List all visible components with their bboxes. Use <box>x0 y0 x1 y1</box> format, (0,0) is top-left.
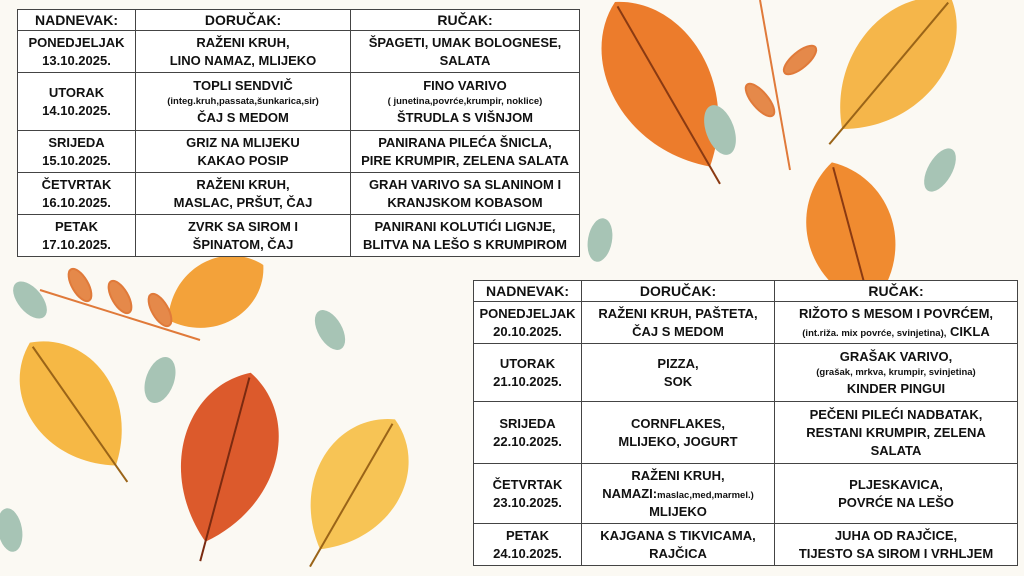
leaf-red-icon <box>155 361 296 574</box>
lunch-cell: PANIRANI KOLUTIĆI LIGNJE, BLITVA NA LEŠO S KRUMPIROM <box>351 215 580 257</box>
day-cell: ČETVRTAK 23.10.2025. <box>474 464 582 524</box>
breakfast-cell: RAŽENI KRUH, LINO NAMAZ, MLIJEKO <box>136 31 351 73</box>
breakfast-cell: KAJGANA S TIKVICAMA, RAJČICA <box>582 524 775 566</box>
breakfast-cell: ZVRK SA SIROM I ŠPINATOM, ČAJ <box>136 215 351 257</box>
lunch-cell: FINO VARIVO ( junetina,povrće,krumpir, noklice) ŠTRUDLA S VIŠNJOM <box>351 73 580 131</box>
lunch-cell: GRAH VARIVO SA SLANINOM I KRANJSKOM KOBASOM <box>351 173 580 215</box>
table-row <box>474 464 1018 524</box>
header-lunch: RUČAK: <box>351 10 580 31</box>
menu-table-week2 <box>473 280 1018 566</box>
day-cell: PETAK 24.10.2025. <box>474 524 582 566</box>
day-cell: UTORAK 14.10.2025. <box>18 73 136 131</box>
header-breakfast: DORUČAK: <box>136 10 351 31</box>
breakfast-cell: RAŽENI KRUH, MASLAC, PRŠUT, ČAJ <box>136 173 351 215</box>
breakfast-cell: RAŽENI KRUH, NAMAZI:maslac,med,marmel.) MLIJEKO <box>582 464 775 524</box>
breakfast-cell: CORNFLAKES, MLIJEKO, JOGURT <box>582 402 775 464</box>
day-cell: SRIJEDA 15.10.2025. <box>18 131 136 173</box>
leaf-yellow-icon <box>0 318 163 507</box>
lunch-cell: JUHA OD RAJČICE, TIJESTO SA SIROM I VRHLJEM <box>775 524 1018 566</box>
menu-table-week1 <box>17 9 580 257</box>
leaf-orange-icon <box>573 0 763 208</box>
day-cell: ČETVRTAK 16.10.2025. <box>18 173 136 215</box>
leaf-yellow-icon <box>796 0 984 172</box>
breakfast-cell: PIZZA, SOK <box>582 344 775 402</box>
lunch-cell: ŠPAGETI, UMAK BOLOGNESE, SALATA <box>351 31 580 73</box>
lunch-cell: PEČENI PILEĆI NADBATAK, RESTANI KRUMPIR, ZELENA SALATA <box>775 402 1018 464</box>
breakfast-cell: GRIZ NA MLIJEKU KAKAO POSIP <box>136 131 351 173</box>
breakfast-cell: RAŽENI KRUH, PAŠTETA, ČAJ S MEDOM <box>582 302 775 344</box>
lunch-cell: PANIRANA PILEĆA ŠNICLA, PIRE KRUMPIR, ZELENA SALATA <box>351 131 580 173</box>
header-date: NADNEVAK: <box>474 281 582 302</box>
table-row <box>474 344 1018 402</box>
lunch-cell: GRAŠAK VARIVO, (grašak, mrkva, krumpir, svinjetina) KINDER PINGUI <box>775 344 1018 402</box>
lunch-cell: RIŽOTO S MESOM I POVRĆEM, (int.riža. mix povrće, svinjetina), CIKLA <box>775 302 1018 344</box>
day-cell: PONEDJELJAK 13.10.2025. <box>18 31 136 73</box>
table-row <box>18 73 580 131</box>
table-row <box>18 215 580 257</box>
breakfast-cell: TOPLI SENDVIČ (integ.kruh,passata,šunkarica,sir) ČAJ S MEDOM <box>136 73 351 131</box>
header-breakfast: DORUČAK: <box>582 281 775 302</box>
header-lunch: RUČAK: <box>775 281 1018 302</box>
day-cell: PETAK 17.10.2025. <box>18 215 136 257</box>
leaf-yellow-icon <box>273 398 433 576</box>
table-row <box>18 173 580 215</box>
day-cell: UTORAK 21.10.2025. <box>474 344 582 402</box>
lunch-cell: PLJESKAVICA, POVRĆE NA LEŠO <box>775 464 1018 524</box>
table-row <box>474 302 1018 344</box>
table-row <box>474 402 1018 464</box>
header-date: NADNEVAK: <box>18 10 136 31</box>
table-row <box>18 131 580 173</box>
table-row <box>18 31 580 73</box>
day-cell: SRIJEDA 22.10.2025. <box>474 402 582 464</box>
day-cell: PONEDJELJAK 20.10.2025. <box>474 302 582 344</box>
table-row <box>474 524 1018 566</box>
